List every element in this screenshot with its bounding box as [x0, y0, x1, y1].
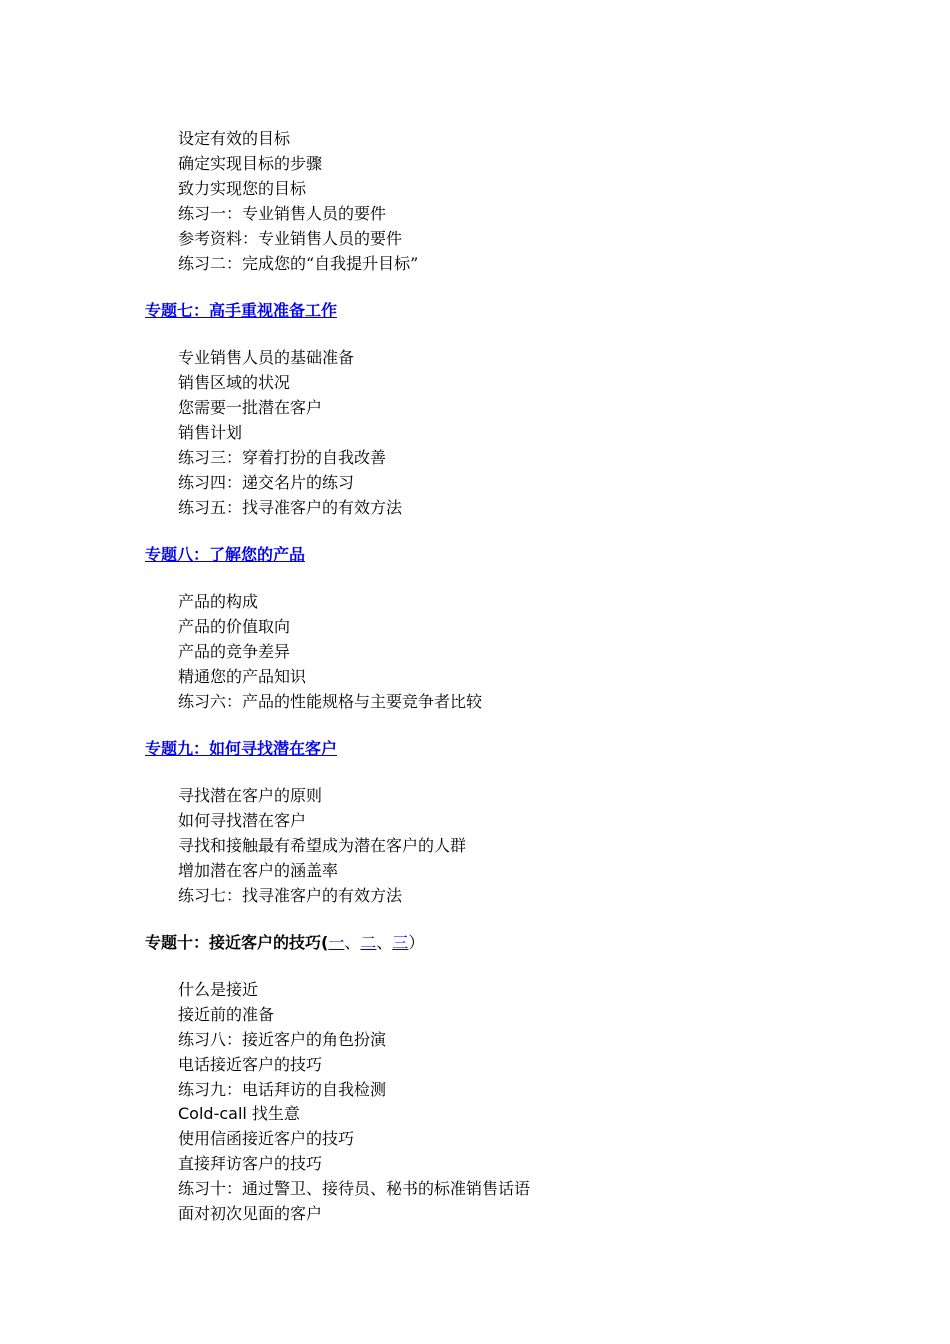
section-8-link[interactable]: 专题八：了解您的产品 [145, 545, 306, 564]
list-item: 设定有效的目标 [178, 129, 291, 148]
list-item: 练习十：通过警卫、接待员、秘书的标准销售话语 [178, 1179, 531, 1198]
list-item: 产品的价值取向 [178, 617, 291, 636]
list-item: 练习四：递交名片的练习 [178, 473, 355, 492]
separator: 、 [344, 933, 361, 952]
list-item: 确定实现目标的步骤 [178, 154, 323, 173]
list-item: 销售区域的状况 [178, 373, 291, 392]
list-item: 练习七：找寻准客户的有效方法 [178, 886, 403, 905]
list-item: 直接拜访客户的技巧 [178, 1154, 323, 1173]
section-10-title: 专题十：接近客户的技巧( [145, 933, 329, 952]
list-item: 增加潜在客户的涵盖率 [178, 861, 339, 880]
list-item: 练习二：完成您的“自我提升目标” [178, 254, 419, 273]
separator: 、 [376, 933, 393, 952]
list-item: 练习八：接近客户的角色扮演 [178, 1030, 387, 1049]
list-item: 致力实现您的目标 [178, 179, 307, 198]
list-item: 练习九：电话拜访的自我检测 [178, 1080, 387, 1099]
list-item: 接近前的准备 [178, 1005, 275, 1024]
list-item: 您需要一批潜在客户 [178, 398, 323, 417]
list-item: 什么是接近 [178, 980, 259, 999]
list-item: 寻找和接触最有希望成为潜在客户的人群 [178, 836, 467, 855]
list-item: 产品的构成 [178, 592, 259, 611]
section-heading-7 [145, 301, 337, 321]
list-item: Cold-call 找生意 [178, 1104, 300, 1123]
section-heading-9 [145, 739, 337, 759]
list-item: 产品的竞争差异 [178, 642, 291, 661]
list-item: 参考资料：专业销售人员的要件 [178, 229, 403, 248]
list-item: 如何寻找潜在客户 [178, 811, 307, 830]
list-item: 使用信函接近客户的技巧 [178, 1129, 355, 1148]
section-9-link[interactable]: 专题九：如何寻找潜在客户 [145, 739, 338, 758]
list-item: 精通您的产品知识 [178, 667, 307, 686]
list-item: 专业销售人员的基础准备 [178, 348, 355, 367]
list-item: 练习五：找寻准客户的有效方法 [178, 498, 403, 517]
list-item: 销售计划 [178, 423, 243, 442]
list-item: 练习三：穿着打扮的自我改善 [178, 448, 387, 467]
list-item: 练习六：产品的性能规格与主要竞争者比较 [178, 692, 483, 711]
section-7-link[interactable]: 专题七：高手重视准备工作 [145, 301, 338, 320]
list-item: 练习一：专业销售人员的要件 [178, 204, 387, 223]
part-2-link[interactable]: 二 [360, 933, 377, 952]
part-3-link[interactable]: 三 [392, 933, 409, 952]
part-1-link[interactable]: 一 [328, 933, 345, 952]
list-item: 电话接近客户的技巧 [178, 1055, 323, 1074]
section-heading-10 [145, 933, 424, 953]
closing-paren: ） [408, 933, 425, 952]
section-heading-8 [145, 545, 305, 565]
list-item: 寻找潜在客户的原则 [178, 786, 323, 805]
list-item: 面对初次见面的客户 [178, 1204, 323, 1223]
